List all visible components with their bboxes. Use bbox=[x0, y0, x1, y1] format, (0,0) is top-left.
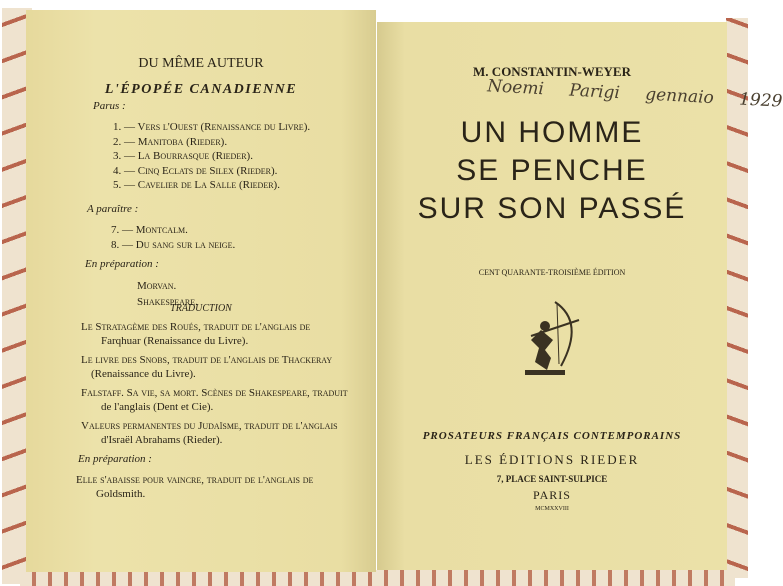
parus-list bbox=[113, 120, 310, 193]
list-item: Le livre des Snobs, traduit de l'anglais de Thackeray (Renaissance du Livre). bbox=[81, 354, 333, 380]
city: PARIS bbox=[533, 488, 571, 502]
list-item: 4. — Cinq Eclats de Silex (Rieder). bbox=[113, 164, 278, 177]
list-item: Valeurs permanentes du Judaïsme, traduit de l'anglais d'Israël Abrahams (Rieder). bbox=[81, 420, 338, 446]
archer-emblem-icon bbox=[517, 300, 587, 382]
list-item: 1. — Vers l'Ouest (Renaissance du Livre). bbox=[113, 121, 311, 133]
a-paraitre-label: A paraître : bbox=[87, 203, 139, 215]
series-title: L'ÉPOPÉE CANADIENNE bbox=[104, 82, 298, 97]
traductions-list bbox=[81, 320, 348, 447]
list-item: 2. — Manitoba (Rieder). bbox=[113, 135, 228, 148]
address: 7, PLACE SAINT-SULPICE bbox=[496, 474, 608, 484]
heading: DU MÊME AUTEUR bbox=[138, 56, 264, 71]
edition: CENT QUARANTE-TROISIÈME ÉDITION bbox=[478, 268, 626, 277]
preparation2-label: En préparation : bbox=[78, 453, 152, 465]
list-item: 5. — Cavelier de La Salle (Rieder). bbox=[113, 179, 280, 191]
list-item: 3. — La Bourrasque (Rieder). bbox=[113, 150, 253, 162]
collection: PROSATEURS FRANÇAIS CONTEMPORAINS bbox=[422, 430, 682, 442]
list-item: Morvan. bbox=[137, 280, 177, 292]
handwritten-inscription: Noemi Parigi gennaio 1929 bbox=[486, 76, 783, 112]
right-page bbox=[377, 22, 783, 570]
author: M. CONSTANTIN-WEYER bbox=[473, 64, 631, 79]
preparation-label: En préparation : bbox=[85, 258, 159, 270]
list-item: 7. — Montcalm. bbox=[111, 224, 188, 236]
list-item: Le Stratagème des Roués, traduit de l'anglais de Farqhuar (Renaissance du Livre). bbox=[81, 321, 311, 347]
list-item: 8. — Du sang sur la neige. bbox=[111, 239, 236, 251]
publisher: LES ÉDITIONS RIEDER bbox=[464, 452, 640, 467]
year: MCMXXVIII bbox=[535, 506, 569, 512]
list-item: Falstaff. Sa vie, sa mort. Scènes de Shakespeare, traduit de l'anglais (Dent et Cie). bbox=[81, 387, 348, 413]
traduction-label: TRADUCTION bbox=[170, 303, 232, 314]
list-item: Shakespeare. bbox=[137, 296, 198, 308]
book-title: UN HOMME SE PENCHE SUR SON PASSÉ bbox=[417, 116, 687, 225]
preparation2-list: Elle s'abaisse pour vaincre, traduit de l'anglais de Goldsmith. bbox=[76, 474, 314, 500]
book-cover-bottom-edge bbox=[20, 570, 735, 586]
left-page bbox=[26, 10, 376, 572]
a-paraitre-list bbox=[111, 223, 235, 253]
parus-label: Parus : bbox=[93, 100, 126, 112]
